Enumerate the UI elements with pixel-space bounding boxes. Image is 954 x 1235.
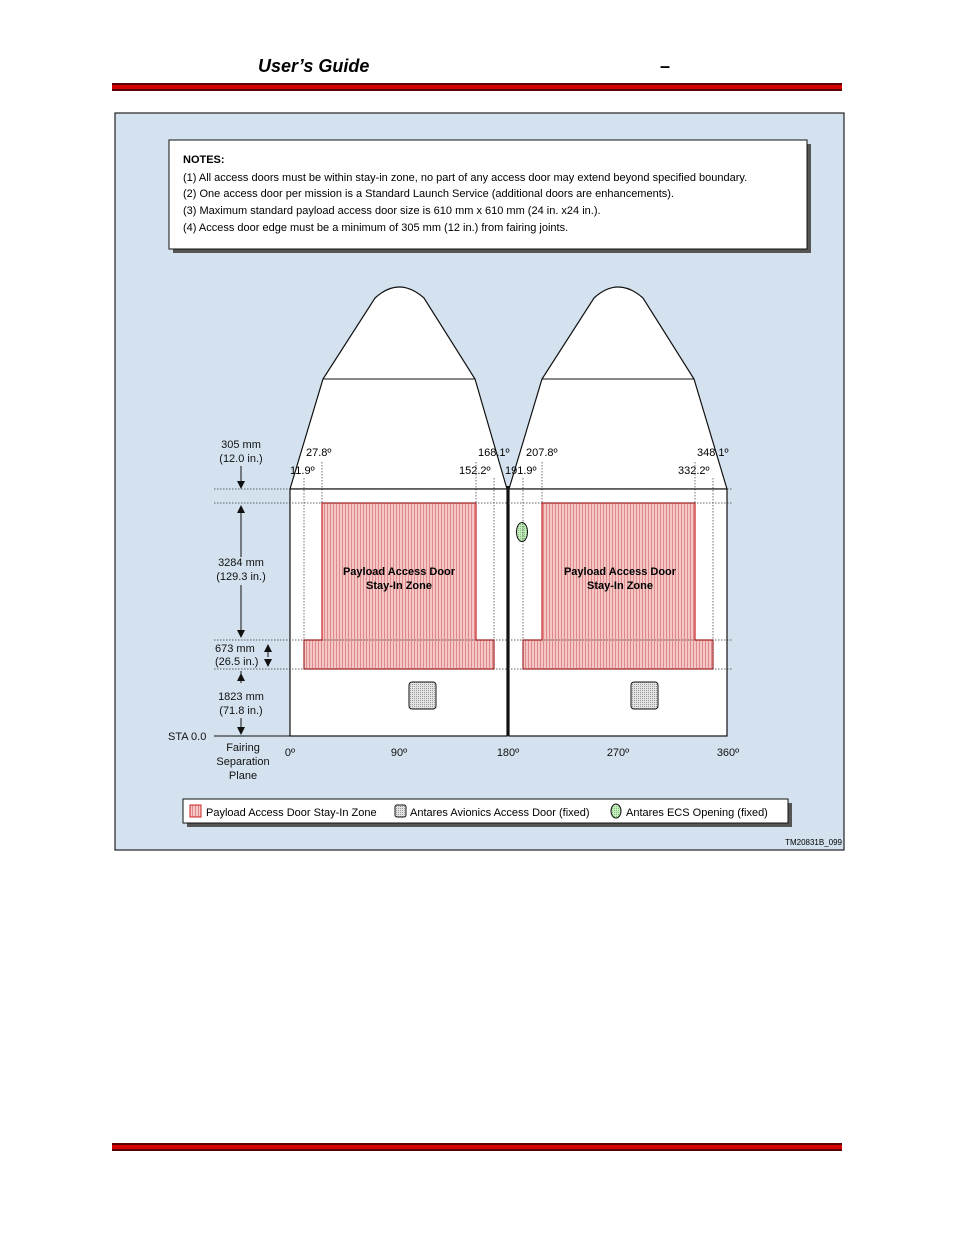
angle-label: 332.2º <box>678 465 710 477</box>
zone-label-left-2: Stay-In Zone <box>365 580 433 592</box>
angle-label: 152.2º <box>459 465 491 477</box>
dim-3284-mm: 3284 mm <box>218 557 264 569</box>
notes-heading: NOTES: <box>183 154 225 166</box>
zone-label-right-1: Payload Access Door <box>563 566 677 578</box>
tick-label: 0º <box>284 747 296 759</box>
legend-avionics: Antares Avionics Access Door (fixed) <box>410 807 590 819</box>
plane-label-2: Separation <box>216 756 270 768</box>
plane-label-1: Fairing <box>226 742 260 754</box>
legend-swatch-ecs <box>611 804 621 818</box>
angle-label: 168.1º <box>478 447 510 459</box>
dim-305-mm: 305 mm <box>221 439 261 451</box>
avionics-door-left <box>409 682 436 709</box>
angle-label: 348.1º <box>697 447 729 459</box>
angle-label: 191.9º <box>505 465 537 477</box>
zone-label-left-1: Payload Access Door <box>342 566 456 578</box>
angle-label: 207.8º <box>526 447 558 459</box>
dim-1823-mm: 1823 mm <box>218 691 264 703</box>
angle-label: 11.9º <box>290 465 315 477</box>
zone-label-right-2: Stay-In Zone <box>586 580 654 592</box>
dim-305-in: (12.0 in.) <box>219 453 263 465</box>
legend-ecs: Antares ECS Opening (fixed) <box>626 807 768 819</box>
legend <box>183 799 792 827</box>
note-item: (3) Maximum standard payload access door size is 610 mm x 610 mm (24 in. x24 in.). <box>183 205 601 217</box>
ecs-opening <box>517 523 528 542</box>
header-title: User’s Guide <box>258 56 370 76</box>
tick-label: 180º <box>496 747 520 759</box>
plane-label-3: Plane <box>228 770 258 782</box>
note-item: (1) All access doors must be within stay-in zone, no part of any access door may extend beyond specified boundary. <box>183 172 748 184</box>
figure-id: TM20831B_099 <box>785 838 842 847</box>
bottom-rule <box>112 1143 842 1151</box>
avionics-door-right <box>631 682 658 709</box>
note-item: (2) One access door per mission is a Standard Launch Service (additional doors are enhancements). <box>183 188 674 200</box>
dim-3284-in: (129.3 in.) <box>216 571 266 583</box>
angle-label: 27.8º <box>306 447 332 459</box>
dim-673-in: (26.5 in.) <box>215 656 259 668</box>
tick-label: 360º <box>716 747 740 759</box>
dim-673-mm: 673 mm <box>215 643 255 655</box>
sta-label: STA 0.0 <box>168 731 207 743</box>
tick-label: 90º <box>390 747 408 759</box>
tick-label: 270º <box>606 747 630 759</box>
dim-1823-in: (71.8 in.) <box>219 705 263 717</box>
header-dash: – <box>660 56 671 76</box>
legend-swatch-stay-in <box>190 805 201 817</box>
legend-swatch-avionics <box>395 805 406 817</box>
notes-box <box>169 140 811 253</box>
legend-stay-in: Payload Access Door Stay-In Zone <box>206 807 377 819</box>
note-item: (4) Access door edge must be a minimum of 305 mm (12 in.) from fairing joints. <box>183 222 569 234</box>
